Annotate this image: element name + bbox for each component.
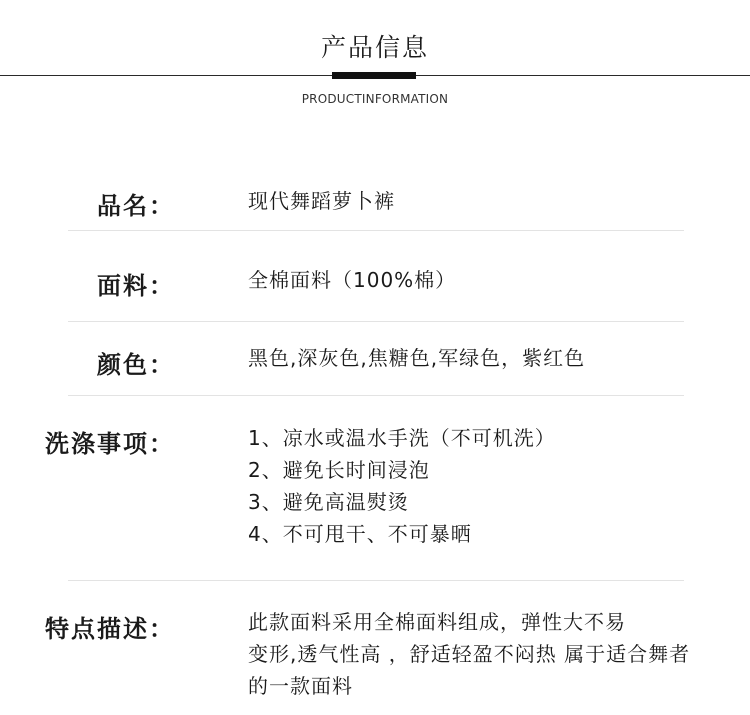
- row-divider: [68, 230, 684, 231]
- page-subtitle: PRODUCTINFORMATION: [301, 92, 449, 106]
- row-value-care: [248, 422, 556, 550]
- row-value-line: 全棉面料（100%棉）: [248, 268, 457, 292]
- row-value-line: 4、不可甩干、不可暴晒: [248, 522, 472, 546]
- header-accent-bar: [332, 72, 416, 79]
- row-value-colors: [248, 342, 585, 374]
- row-label-colors: 颜色：: [97, 351, 175, 379]
- row-value-fabric: [248, 264, 456, 296]
- row-value-features: [248, 606, 690, 702]
- row-label-care: 洗涤事项：: [45, 430, 175, 458]
- row-value-line: 变形,透气性高 ，舒适轻盈不闷热 属于适合舞者: [248, 642, 691, 666]
- page-title: 产品信息: [320, 33, 429, 62]
- row-value-line: 此款面料采用全棉面料组成，弹性大不易: [248, 610, 626, 634]
- row-divider: [68, 580, 684, 581]
- row-label-fabric: 面料：: [97, 272, 175, 300]
- row-value-line: 现代舞蹈萝卜裤: [248, 189, 395, 213]
- row-label-name: 品名：: [97, 192, 175, 220]
- row-value-name: [248, 185, 395, 217]
- row-value-line: 黑色,深灰色,焦糖色,军绿色，紫红色: [248, 346, 586, 370]
- row-divider: [68, 395, 684, 396]
- row-value-line: 的一款面料: [248, 674, 353, 698]
- row-label-features: 特点描述：: [45, 615, 175, 643]
- row-value-line: 1、凉水或温水手洗（不可机洗）: [248, 426, 556, 450]
- row-divider: [68, 321, 684, 322]
- row-value-line: 2、避免长时间浸泡: [248, 458, 430, 482]
- row-value-line: 3、避免高温熨烫: [248, 490, 409, 514]
